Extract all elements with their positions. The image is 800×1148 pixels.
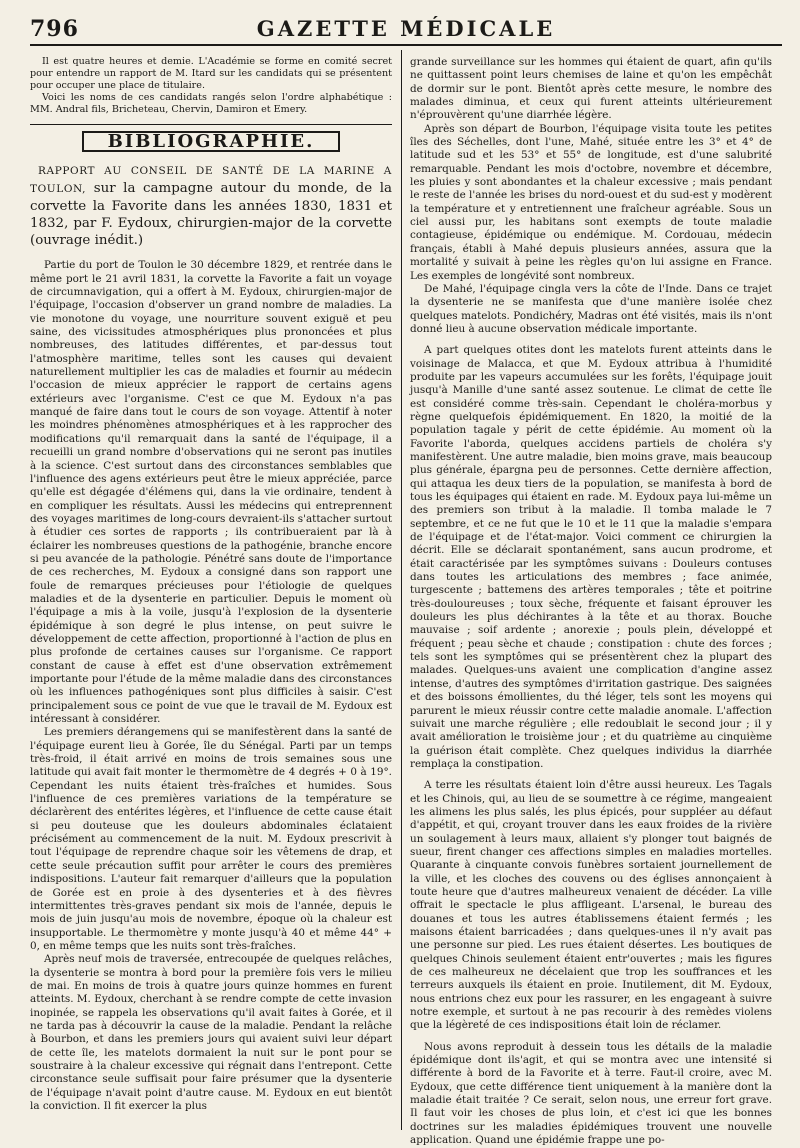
paragraph-gap bbox=[410, 771, 772, 779]
left-column bbox=[30, 56, 392, 1128]
article-paragraph: De Mahé, l'équipage cingla vers la côte de l'Inde. Dans ce trajet la dysenterie ne se manifesta que d'une manière isolée chez quelques matelots. Pondichéry, Madras ont été visités, mais ils n'ont donné lieu à aucune observation médicale importante. bbox=[410, 282, 772, 335]
article-paragraph: Partie du port de Toulon le 30 décembre 1829, et rentrée dans le même port le 21 avril 1831, la corvette la Favorite a fait un voyage de circumnavigation, qui a offert à M. Eydoux, chirurgien-major de l'équipage, l'occasion d'observer un grand nombre de maladies. La vie monotone du voyage, une nourriture souvent exiguë et peu saine, des vicissitudes atmosphériques plus prononcées et plus nombreuses, des latitudes différentes, et par-dessus tout l'atmosphère maritime, telles sont les causes qui devaient naturellement multiplier les cas de maladies et fournir au médecin l'occasion de mieux apprécier le rapport de certains agens extérieurs avec l'organisme. C'est ce que M. Eydoux n'a pas manqué de faire dans tout le cours de son voyage. Attentif à noter les moindres phénomènes atmosphériques et à les rapprocher des modifications qu'il remarquait dans la santé de l'équipage, il a recueilli un grand nombre d'observations qui ne seront pas inutiles à la science. C'est surtout dans des circonstances semblables que l'influence des agens extérieurs peut être le mieux appréciée, parce qu'elle est dégagée d'élémens qui, dans la vie ordinaire, tendent à en compliquer les résultats. Aussi les médecins qui entreprennent des voyages maritimes de long-cours devraient-ils s'attacher surtout à étudier ces sortes de rapports ; ils contribueraient par là à éclairer les nombreuses questions de la pathogénie, branche encore si peu avancée de la pathologie. Pénétré sans doute de l'importance de ces recherches, M. Eydoux a consigné dans son rapport une foule de remarques précieuses pour l'étiologie de quelques maladies et de la dysenterie en particulier. Depuis le moment où l'équipage a mis à la voile, jusqu'à l'explosion de la dysenterie épidémique à son degré le plus intense, on peut suivre le développement de cette affection, proportionné à l'action de plus en plus profonde de certaines causes sur l'organisme. Ce rapport constant de cause à effet est d'une observation extrêmement importante pour l'étude de la même maladie dans des circonstances où les influences pathogéniques sont plus difficiles à saisir. C'est principalement sous ce point de vue que le travail de M. Eydoux est intéressant à considérer. bbox=[30, 259, 392, 726]
article-paragraph: Après son départ de Bourbon, l'équipage visita toute les petites îles des Séchelles, dont l'une, Mahé, située entre les 3° et 4° de latitude sud et les 53° et 55° de longitude, est d'une salubrité remarquable. Pendant les mois d'octobre, novembre et décembre, les pluies y sont abondantes et la chaleur excessive ; mais pendant le reste de l'année les brises du nord-ouest et du sud-est y modèrent la température et y entretiennent une fraîcheur agréable. Sous un ciel aussi pur, les habitans sont exempts de toute maladie contagieuse, épidémique ou endémique. M. Cordouau, médecin français, établi à Mahé depuis plusieurs années, assura que la mortalité y suivait à peine les règles qu'on lui assigne en France. Les exemples de longévité sont nombreux. bbox=[410, 122, 772, 282]
report-title-lead: RAPPORT AU CONSEIL DE SANTÉ DE LA MARINE A TOULON, bbox=[30, 165, 392, 196]
column-divider bbox=[401, 50, 402, 1130]
paragraph-gap bbox=[410, 336, 772, 344]
section-title: BIBLIOGRAPHIE. bbox=[82, 131, 340, 152]
article-paragraph: Après neuf mois de traversée, entrecoupée de quelques relâches, la dysenterie se montra à bord pour la première fois vers le milieu de mai. En moins de trois à quatre jours quinze hommes en furent atteints. M. Eydoux, cherchant à se rendre compte de cette invasion inopinée, se rappela les observations qu'il avait faites à Gorée, et il ne tarda pas à découvrir la cause de la maladie. Pendant la relâche à Bourbon, et dans les premiers jours qui avaient suivi leur départ de cette île, les matelots dormaient la nuit sur le pont pour se soustraire à la chaleur excessive qui régnait dans l'entrepont. Cette circonstance seule suffisait pour faire présumer que la dysenterie de l'équipage n'avait point d'autre cause. M. Eydoux en eut bientôt la conviction. Il fit exercer la plus bbox=[30, 953, 392, 1112]
paragraph-gap bbox=[410, 1033, 772, 1041]
section-separator bbox=[30, 124, 392, 125]
notice-paragraph: Voici les noms de ces candidats rangés selon l'ordre alphabétique : MM. Andral fils, Bricheteau, Chervin, Damiron et Emery. bbox=[30, 92, 392, 115]
academy-notice bbox=[30, 56, 392, 116]
article-paragraph: A part quelques otites dont les matelots furent atteints dans le voisinage de Malacca, et que M. Eydoux attribua à l'humidité produite par les vapeurs accumulées sur les forêts, l'équipage jouit jusqu'à Manille d'une santé assez soutenue. Le climat de cette île est considéré comme très-sain. Cependant le choléra-morbus y règne quelquefois épidémiquement. En 1820, la moitié de la population tagale y périt de cette épidémie. Au moment où la Favorite l'aborda, quelques accidens partiels de choléra s'y manifestèrent. Une autre maladie, bien moins grave, mais beaucoup plus générale, épargna peu de personnes. Cette dernière affection, qui attaqua les deux tiers de la population, se manifesta à bord de tous les équipages qui étaient en rade. M. Eydoux paya lui-même un des premiers son tribut à la maladie. Il tomba malade le 7 septembre, et ce ne fut que le 10 et le 11 que la maladie s'empara de l'équipage et de l'état-major. Voici comment ce chirurgien la décrit. Elle se déclarait spontanément, sans aucun prodrome, et était caractérisée par les symptômes suivans : Douleurs contuses dans toutes les articulations des membres ; face animée, turgescente ; battemens des artères temporales ; tête et poitrine très-douloureuses ; toux sèche, fréquente et faisant éprouver les douleurs les plus déchirantes à la tête et au thorax. Bouche mauvaise ; soif ardente ; anorexie ; pouls plein, développé et fréquent ; peau sèche et chaude ; constipation : chute des forces ; tels sont les symptômes qui se présentèrent chez la plupart des malades. Quelques-uns avaient une complication d'angine assez intense, d'autres des symptômes d'irritation gastrique. Des saignées et des boissons émollientes, du thé léger, tels sont les moyens qui parurent le mieux réussir contre cette maladie anomale. L'affection suivait une marche régulière ; elle redoublait le second jour ; il y avait amélioration le troisième jour ; et du quatrième au cinquième la guérison était complète. Chez quelques individus la diarrhée remplaça la constipation. bbox=[410, 344, 772, 770]
report-title bbox=[30, 162, 392, 249]
journal-title: GAZETTE MÉDICALE bbox=[256, 16, 556, 41]
article-paragraph: Les premiers dérangemens qui se manifestèrent dans la santé de l'équipage eurent lieu à Gorée, île du Sénégal. Parti par un temps très-froid, il était arrivé en moins de trois semaines sous une latitude qui avait fait monter le thermomètre de 4 degrés + 0 à 19°. Cependant les nuits étaient très-fraîches et humides. Sous l'influence de ces premières variations de la température se déclarèrent des entérites légères, et l'influence de cette cause était si peu douteuse que les douleurs abdominales éclataient précisément au commencement de la nuit. M. Eydoux prescrivit à tout l'équipage de reprendre chaque soir les vêtemens de drap, et cette seule précaution suffit pour arrêter le cours des premières indispositions. L'auteur fait remarquer d'ailleurs que la population de Gorée est en proie à des dysenteries et à des fièvres intermittentes très-graves pendant six mois de l'année, depuis le mois de juin jusqu'au mois de novembre, époque où la chaleur est insupportable. Le thermomètre y monte jusqu'à 40 et même 44° + 0, en même temps que les nuits sont très-fraîches. bbox=[30, 726, 392, 952]
article-paragraph: grande surveillance sur les hommes qui étaient de quart, afin qu'ils ne quittassent point leurs chemises de laine et qu'on les empêchât de dormir sur le pont. Bientôt après cette mesure, le nombre des malades diminua, et ceux qui furent atteints ultérieurement n'éprouvèrent qu'une diarrhée légère. bbox=[410, 56, 772, 122]
article-paragraph: Nous avons reproduit à dessein tous les détails de la maladie épidémique dont ils'agit, et qui se montra avec une intensité si différente à bord de la Favorite et à terre. Faut-il croire, avec M. Eydoux, que cette différence tient uniquement à la manière dont la maladie était traitée ? Ce serait, selon nous, une erreur fort grave. Il faut voir les choses de plus loin, et c'est ici que les bonnes doctrines sur les maladies épidémiques trouvent une nouvelle application. Quand une épidémie frappe une po- bbox=[410, 1040, 772, 1147]
page-header bbox=[30, 14, 782, 46]
page-number: 796 bbox=[30, 16, 79, 42]
article-paragraph: A terre les résultats étaient loin d'être aussi heureux. Les Tagals et les Chinois, qui, au lieu de se soumettre à ce régime, mangeaient les alimens les plus salés, les plus épicés, pour suppléer au défaut d'appétit, et qui, croyant trouver dans les eaux froides de la rivière un soulagement à leurs maux, allaient s'y plonger tout baignés de sueur, firent changer ces affections simples en maladies mortelles. Quarante à cinquante convois funèbres sortaient journellement de la ville, et les cloches des couvens ou des églises annonçaient à toute heure que d'autres malheureux venaient de décéder. La ville offrait le spectacle le plus affligeant. L'arsenal, le bureau des douanes et tous les autres établissemens étaient fermés ; les maisons étaient barricadées ; dans quelques-unes il n'y avait pas une personne sur pied. Les rues étaient désertes. Les boutiques de quelques Chinois seulement étaient entr'ouvertes ; mais les figures de ces malheureux ne décelaient que trop les souffrances et les terreurs auxquels ils étaient en proie. Inutilement, dit M. Eydoux, nous entrions chez eux pour les rassurer, en les engageant à suivre notre exemple, et surtout à ne pas recourir à des remèdes violens que la légèreté de ces indispositions était loin de réclamer. bbox=[410, 779, 772, 1032]
right-column bbox=[410, 56, 772, 1147]
notice-paragraph: Il est quatre heures et demie. L'Académie se forme en comité secret pour entendre un rapport de M. Itard sur les candidats qui se présentent pour occuper une place de titulaire. bbox=[30, 56, 392, 91]
report-title-main: sur la campagne autour du monde, de la corvette la Favorite dans les années 1830, 1831 et 1832, par F. Eydoux, chirurgien-major de la corvette (ouvrage inédit.) bbox=[30, 181, 392, 249]
